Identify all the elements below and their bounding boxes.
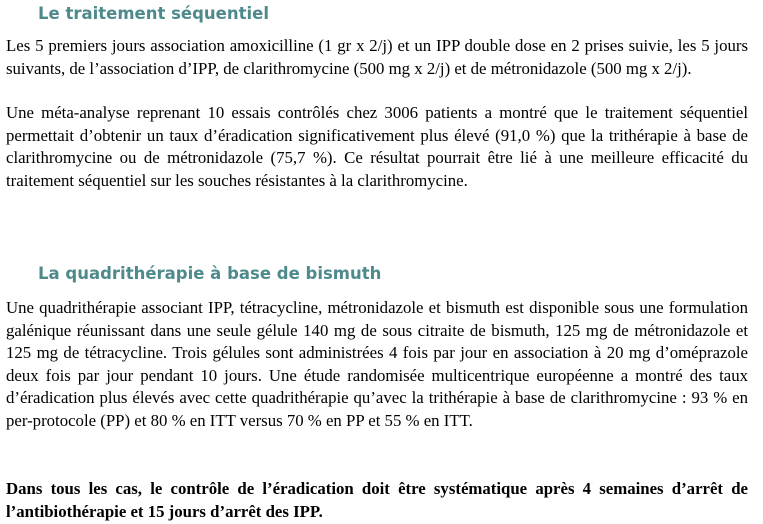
section-heading-sequential: Le traitement séquentiel	[38, 4, 269, 23]
paragraph-meta-analysis: Une méta-analyse reprenant 10 essais contrôlés chez 3006 patients a montré que le traitement séquentiel permettait d’obtenir un taux d’éradication significativement plus élevé (91,0 %) que la trithérapie à base de clarithromycine ou de métronidazole (75,7 %). Ce résultat pourrait être lié à une meilleure efficacité du traitement séquentiel sur les souches résistantes à la clarithromycine.	[6, 103, 748, 190]
paragraph-conclusion: Dans tous les cas, le contrôle de l’éradication doit être systématique après 4 semaines d’arrêt de l’antibiothérapie et 15 jours d’arrêt des IPP.	[6, 479, 748, 521]
section-heading-bismuth: La quadrithérapie à base de bismuth	[38, 264, 382, 283]
paragraph-bismuth-quadritherapy: Une quadrithérapie associant IPP, tétracycline, métronidazole et bismuth est disponible sous une formulation galénique réunissant dans une seule gélule 140 mg de sous citraite de bismuth, 125 mg de métronidazole et 125 mg de tétracycline. Trois gélules sont administrées 4 fois par jour en association à 20 mg d’oméprazole deux fois par jour pendant 10 jours. Une étude randomisée multicentrique européenne a montré des taux d’éradication plus élevés avec cette quadrithérapie qu’avec la trithérapie à base de clarithromycine : 93 % en per-protocole (PP) et 80 % en ITT versus 70 % en PP et 55 % en ITT.	[6, 298, 748, 430]
paragraph-sequential-protocol: Les 5 premiers jours association amoxicilline (1 gr x 2/j) et un IPP double dose en 2 prises suivie, les 5 jours suivants, de l’association d’IPP, de clarithromycine (500 mg x 2/j) et de métronidazole (500 mg x 2/j).	[6, 36, 748, 78]
